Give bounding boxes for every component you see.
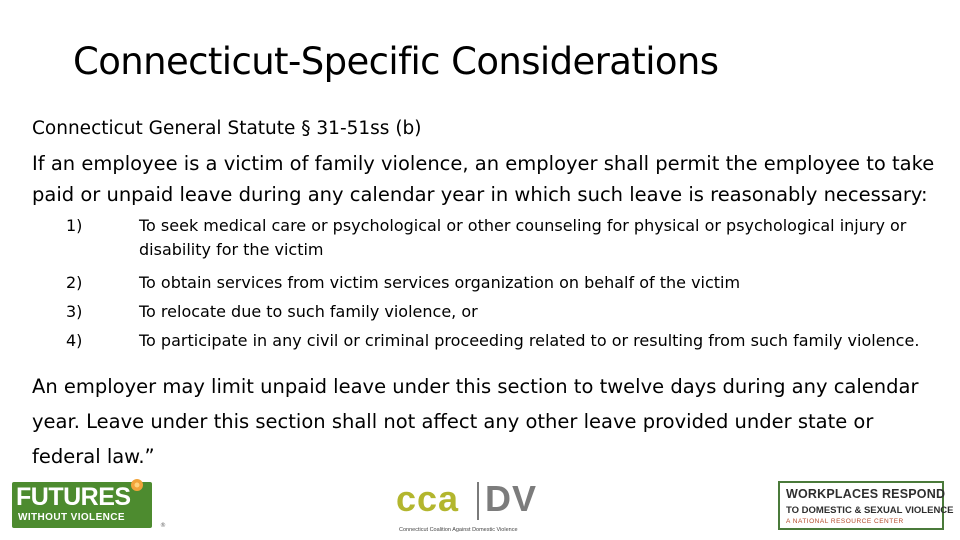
ccadv-logo-cca: cca <box>396 478 460 519</box>
registered-mark: ® <box>160 522 166 529</box>
workplaces-logo-subtitle: TO DOMESTIC & SEXUAL VIOLENCE <box>786 505 954 516</box>
list-item-text: To participate in any civil or criminal proceeding related to or resulting from such family violence. <box>139 331 920 350</box>
list-item-text: To obtain services from victim services organization on behalf of the victim <box>139 273 741 292</box>
workplaces-logo-tagline: A NATIONAL RESOURCE CENTER <box>786 518 904 525</box>
futures-logo-wordmark: FUTURES <box>16 483 131 511</box>
list-item-number: 2) <box>66 273 83 292</box>
workplaces-respond-logo <box>778 481 954 530</box>
statute-reference: Connecticut General Statute § 31-51ss (b) <box>32 118 422 139</box>
ccadv-logo <box>396 478 536 536</box>
ccadv-logo-divider <box>477 482 479 520</box>
ccadv-logo-dv: DV <box>485 478 538 519</box>
list-item-number: 3) <box>66 302 83 321</box>
futures-logo-tagline: WITHOUT VIOLENCE <box>18 512 125 523</box>
list-item-text: To relocate due to such family violence, or <box>139 302 478 321</box>
list-item-text: To seek medical care or psychological or other counseling for physical or psychological injury or disability for the victim <box>139 216 907 259</box>
ccadv-logo-fullname: Connecticut Coalition Against Domestic Violence <box>399 527 518 533</box>
list-item-number: 4) <box>66 331 83 350</box>
futures-without-violence-logo <box>12 482 166 530</box>
closing-paragraph: An employer may limit unpaid leave under this section to twelve days during any calendar year. Leave under this section shall not affect any other leave provided under state or federal law.” <box>32 375 919 468</box>
workplaces-logo-title: WORKPLACES RESPOND <box>786 487 946 501</box>
slide-title: Connecticut-Specific Considerations <box>73 40 719 83</box>
list-item-number: 1) <box>66 216 83 235</box>
flower-icon <box>130 478 144 492</box>
intro-paragraph: If an employee is a victim of family violence, an employer shall permit the employee to take paid or unpaid leave during any calendar year in which such leave is reasonably necessary: <box>32 152 935 206</box>
